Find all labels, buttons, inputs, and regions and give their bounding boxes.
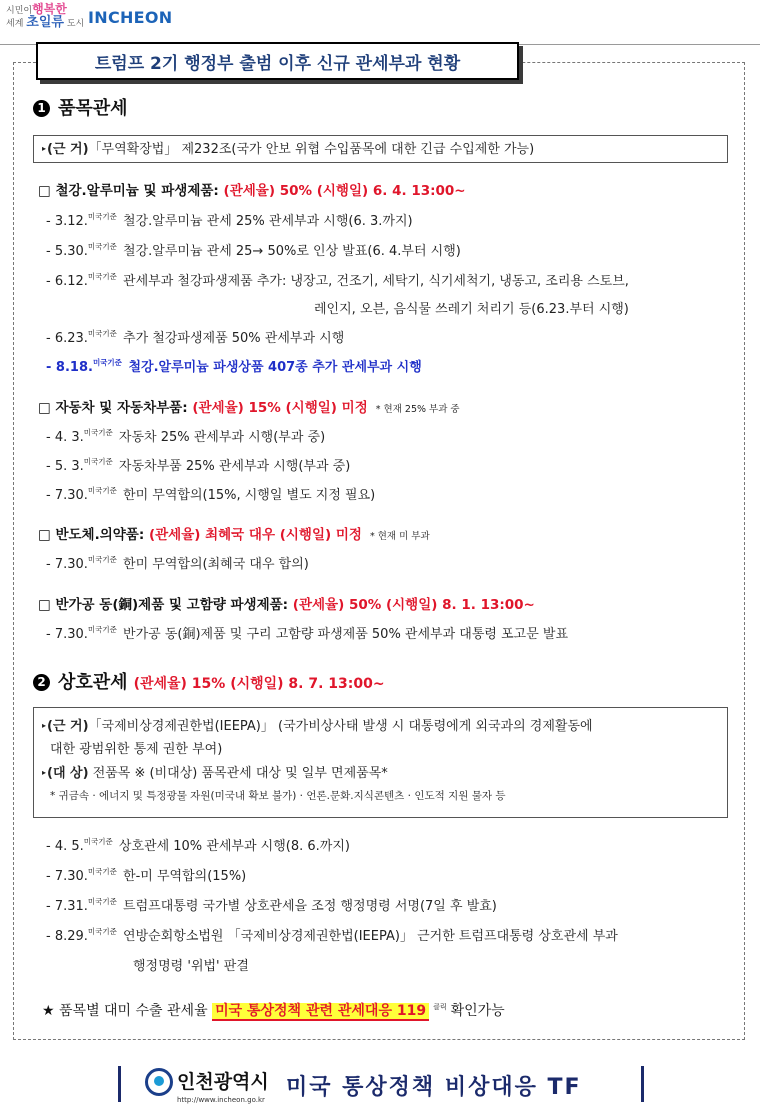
list-item — [46, 835, 350, 854]
list-item — [46, 553, 309, 572]
triangle-bullet-icon: ▸ — [42, 144, 47, 153]
list-item-continued — [133, 955, 249, 974]
page-title — [36, 42, 519, 80]
page-title-text: 트럼프 2기 행정부 출범 이후 신규 관세부과 현황 — [94, 53, 461, 74]
list-item — [46, 270, 629, 289]
list-item — [46, 426, 325, 445]
item-basis-sup: 미국기준 — [87, 555, 117, 564]
item-text: 자동차 25% 관세부과 시행(부과 중) — [118, 430, 326, 445]
group-auto-title: □ 자동차 및 자동차부품: — [38, 400, 193, 416]
slogan-line2: 세계 — [6, 19, 24, 29]
item-date: - 4. 5. — [46, 839, 84, 854]
slogan-city: 도시 — [66, 19, 85, 29]
incheon-brand: INCHEON — [88, 8, 173, 27]
slogan-center: 초일류 — [26, 15, 64, 30]
triangle-bullet-icon: ▸ — [42, 768, 47, 777]
basis-text-continued: 대한 광범위한 통제 권한 부여) — [50, 742, 223, 757]
section2-title: 상호관세 — [58, 672, 128, 693]
tariff-119-link[interactable]: 미국 통상정책 관련 관세대응 119 — [212, 1003, 429, 1021]
item-basis-sup: 미국기준 — [87, 625, 117, 634]
item-date: - 7.30. — [46, 557, 88, 572]
list-item-highlight — [46, 356, 422, 375]
basis-label: (근 거) — [47, 719, 89, 734]
group-copper-title: □ 반가공 동(銅)제품 및 고함량 파생제품: — [38, 597, 293, 613]
notice-suffix: 확인가능 — [450, 1003, 505, 1019]
star-icon: ★ — [42, 1003, 55, 1019]
group-semi-title: □ 반도체.의약품: — [38, 527, 149, 543]
section1-title: 품목관세 — [58, 98, 128, 119]
list-item — [46, 210, 413, 229]
item-date: - 5. 3. — [46, 459, 84, 474]
slogan-logo — [6, 4, 84, 30]
item-date: - 8.18. — [46, 360, 93, 375]
item-basis-sup: 미국기준 — [87, 212, 117, 221]
item-basis-sup: 미국기준 — [87, 927, 117, 936]
group-copper-rate: (관세율) 50% (시행일) 8. 1. 13:00~ — [292, 597, 535, 613]
item-text: 레인지, 오븐, 음식물 쓰레기 처리기 등(6.23.부터 시행) — [314, 302, 629, 317]
item-basis-sup: 미국기준 — [83, 428, 113, 437]
notice-prefix: 품목별 대미 수출 관세율 — [59, 1003, 208, 1019]
group-steel-title: □ 철강.알루미늄 및 파생제품: — [38, 183, 224, 199]
list-item — [46, 895, 497, 914]
section2-number: 2 — [33, 674, 50, 691]
item-text: 한미 무역합의(15%, 시행일 별도 지정 필요) — [123, 488, 376, 503]
slogan-line1: 시민이 — [6, 6, 33, 16]
group-copper-heading — [38, 593, 535, 613]
group-semi-heading — [38, 523, 430, 543]
item-basis-sup: 미국기준 — [87, 867, 117, 876]
item-text: 연방순회항소법원 「국제비상경제권한법(IEEPA)」 근거한 트럼프대통령 상호관세 부과 — [123, 929, 618, 944]
item-text: 추가 철강파생제품 50% 관세부과 시행 — [123, 331, 345, 346]
item-date: - 3.12. — [46, 214, 88, 229]
group-semi-note: * 현재 미 부과 — [369, 531, 430, 542]
click-label: 클릭 — [433, 1003, 447, 1011]
group-auto-note: * 현재 25% 부과 중 — [375, 404, 460, 415]
city-name: 인천광역시 — [177, 1071, 269, 1093]
list-item — [46, 455, 350, 474]
city-logo-row — [145, 1068, 269, 1096]
incheon-emblem-icon — [145, 1068, 173, 1096]
basis-row — [42, 714, 727, 738]
triangle-bullet-icon: ▸ — [42, 721, 47, 730]
section2-basis-box — [33, 707, 728, 818]
item-date: - 7.31. — [46, 899, 88, 914]
exempt-text: * 귀금속 · 에너지 및 특정광물 자원(미국내 확보 불가) · 언론.문화.지식콘텐츠 · 인도적 지원 물자 등 — [50, 790, 506, 802]
basis-text: 「국제비상경제권한법(IEEPA)」 (국가비상사태 발생 시 대통령에게 외국과의 경제활동에 — [88, 719, 593, 734]
content-frame — [13, 62, 745, 1040]
city-url: http://www.incheon.go.kr — [177, 1096, 265, 1104]
item-basis-sup: 미국기준 — [87, 242, 117, 251]
exempt-row — [42, 785, 727, 808]
city-logo-block — [145, 1068, 269, 1104]
item-date: - 5.30. — [46, 244, 88, 259]
item-text: 한미 무역합의(최혜국 대우 합의) — [123, 557, 309, 572]
basis-row-continued — [42, 738, 727, 761]
tariff-notice — [42, 1000, 505, 1020]
section2-rate: (관세율) 15% (시행일) 8. 7. 13:00~ — [133, 676, 385, 692]
target-text: 전품목 ※ (비대상) 품목관세 대상 및 일부 면제품목* — [92, 766, 388, 781]
item-basis-sup: 미국기준 — [87, 272, 117, 281]
item-basis-sup: 미국기준 — [87, 486, 117, 495]
item-date: - 8.29. — [46, 929, 88, 944]
group-semi-rate: (관세율) 최혜국 대우 (시행일) 미정 — [148, 527, 362, 543]
section1-number: 1 — [33, 100, 50, 117]
item-text: 자동차부품 25% 관세부과 시행(부과 중) — [118, 459, 351, 474]
item-date: - 4. 3. — [46, 430, 84, 445]
target-row — [42, 761, 727, 785]
item-basis-sup: 미국기준 — [92, 358, 122, 367]
item-text: 철강.알루미늄 관세 25% 관세부과 시행(6. 3.까지) — [123, 214, 413, 229]
item-date: - 7.30. — [46, 869, 88, 884]
list-item — [46, 240, 461, 259]
list-item — [46, 925, 618, 944]
item-text: 한-미 무역합의(15%) — [123, 869, 247, 884]
item-text: 상호관세 10% 관세부과 시행(8. 6.까지) — [118, 839, 350, 854]
item-date: - 6.12. — [46, 274, 88, 289]
group-steel-heading — [38, 179, 466, 199]
section1-heading — [33, 94, 128, 120]
item-date: - 7.30. — [46, 488, 88, 503]
item-text: 반가공 동(銅)제품 및 구리 고함량 파생제품 50% 관세부과 대통령 포고문 발표 — [123, 627, 569, 642]
item-basis-sup: 미국기준 — [87, 329, 117, 338]
item-text: 관세부과 철강파생제품 추가: 냉장고, 건조기, 세탁기, 식기세척기, 냉동고, 조리용 스토브, — [123, 274, 629, 289]
basis-label: (근 거) — [47, 142, 89, 157]
group-auto-heading — [38, 396, 460, 416]
slogan-happy: 행복한 — [32, 2, 67, 16]
footer-title: 미국 통상정책 비상대응 TF — [286, 1075, 582, 1100]
list-item-continued — [314, 298, 629, 317]
item-text: 철강.알루미늄 관세 25→ 50%로 인상 발표(6. 4.부터 시행) — [123, 244, 461, 259]
list-item — [46, 484, 375, 503]
group-steel-rate: (관세율) 50% (시행일) 6. 4. 13:00~ — [223, 183, 466, 199]
item-basis-sup: 미국기준 — [87, 897, 117, 906]
list-item — [46, 865, 246, 884]
item-date: - 6.23. — [46, 331, 88, 346]
item-basis-sup: 미국기준 — [83, 837, 113, 846]
basis-text: 「무역확장법」 제232조(국가 안보 위협 수입품목에 대한 긴급 수입제한 가능) — [88, 142, 535, 157]
target-label: (대 상) — [47, 766, 89, 781]
section2-heading — [33, 668, 385, 694]
item-text: 철강.알루미늄 파생상품 407종 추가 관세부과 시행 — [128, 360, 422, 375]
group-auto-rate: (관세율) 15% (시행일) 미정 — [192, 400, 368, 416]
section1-basis-box — [33, 135, 728, 163]
item-text: 트럼프대통령 국가별 상호관세을 조정 행정명령 서명(7일 후 발효) — [123, 899, 497, 914]
item-basis-sup: 미국기준 — [83, 457, 113, 466]
item-date: - 7.30. — [46, 627, 88, 642]
list-item — [46, 327, 344, 346]
city-logo — [145, 1068, 269, 1104]
list-item — [46, 623, 568, 642]
item-text: 행정명령 '위법' 판결 — [133, 959, 249, 974]
